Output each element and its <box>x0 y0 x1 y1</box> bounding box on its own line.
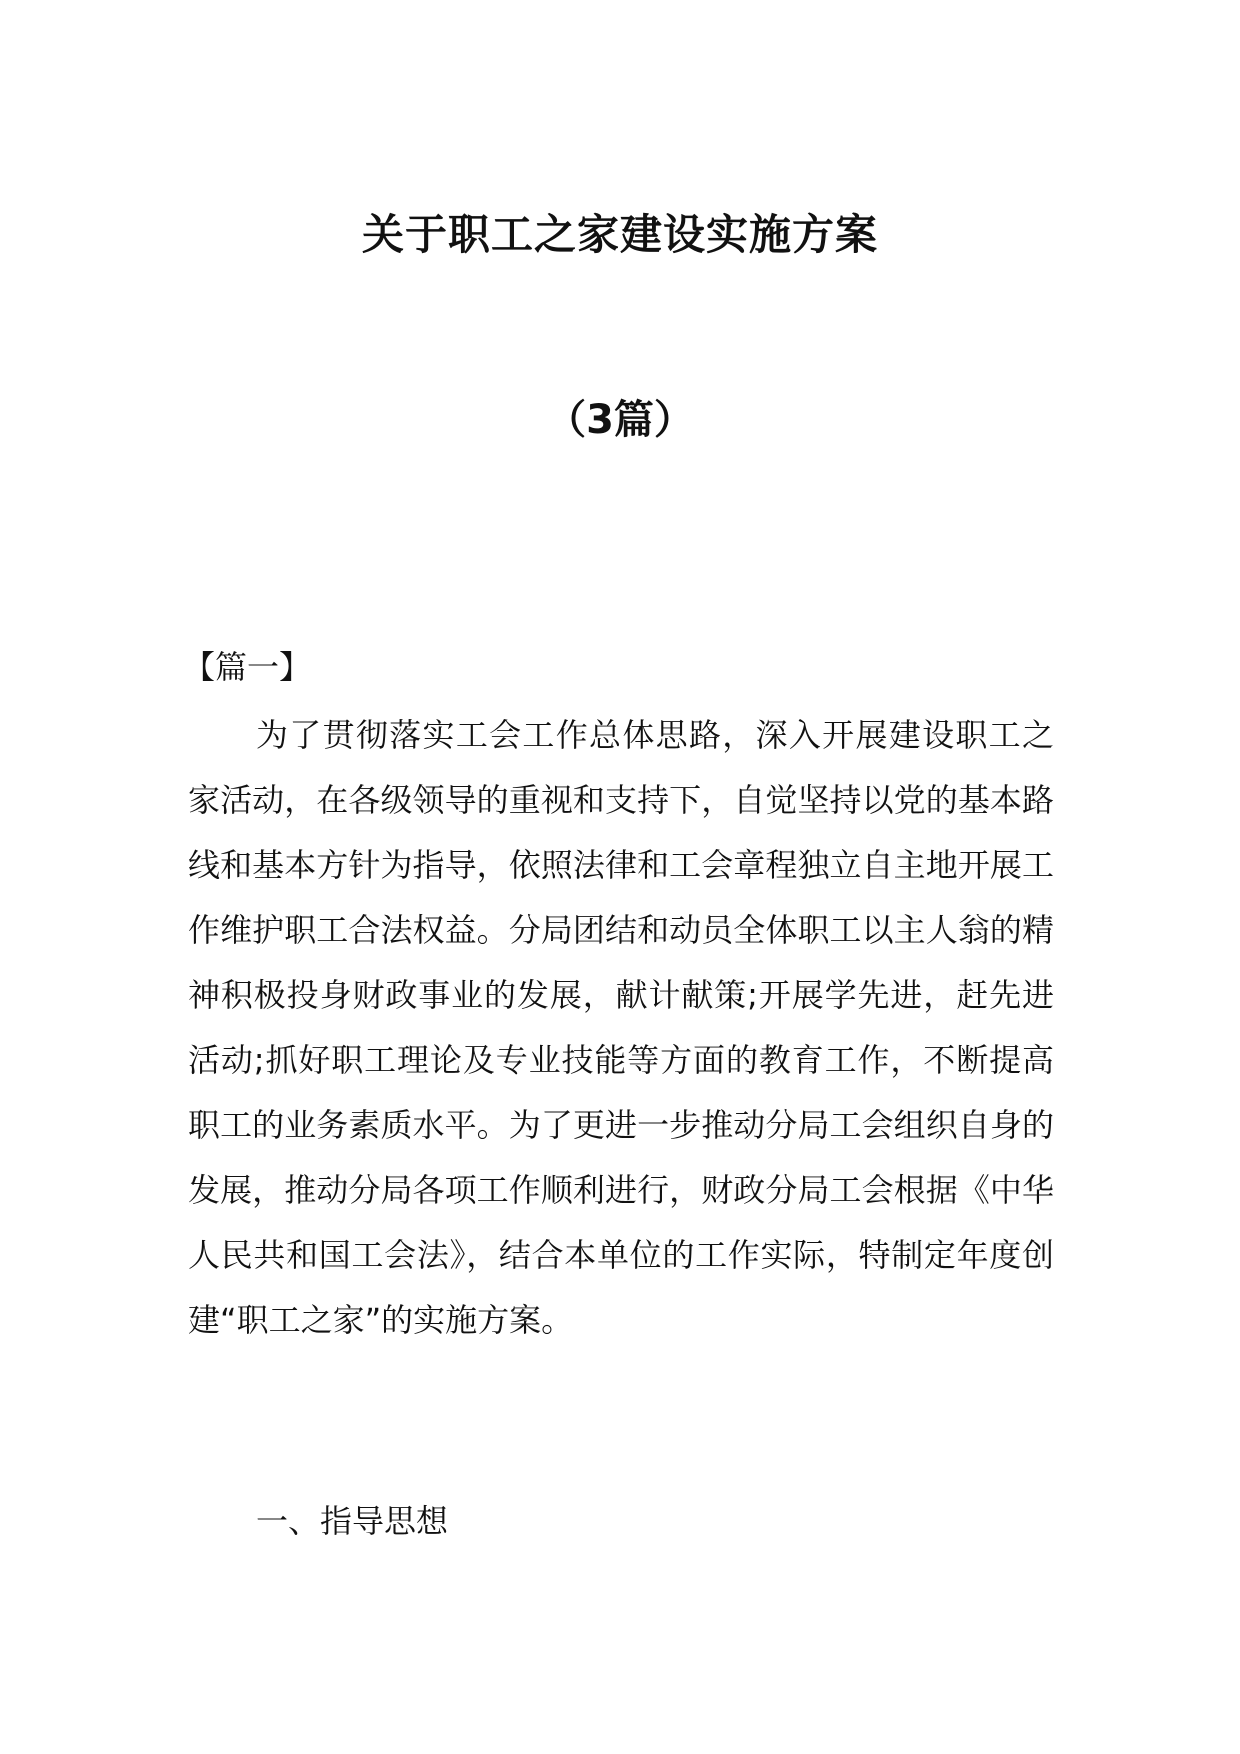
body-paragraph: 为了贯彻落实工会工作总体思路，深入开展建设职工之家活动，在各级领导的重视和支持下，自觉坚持以党的基本路线和基本方针为指导，依照法律和工会章程独立自主地开展工作维护职工合法权益。分局团结和动员全体职工以主人翁的精神积极投身财政事业的发展，献计献策;开展学先进，赶先进活动;抓好职工理论及专业技能等方面的教育工作，不断提高职工的业务素质水平。为了更进一步推动分局工会组织自身的发展，推动分局各项工作顺利进行，财政分局工会根据《中华人民共和国工会法》，结合本单位的工作实际，特制定年度创建“职工之家”的实施方案。 <box>188 716 1054 1339</box>
section-label: 【篇一】 <box>183 648 312 686</box>
section-heading: 一、指导思想 <box>256 1502 449 1540</box>
document-title: 关于职工之家建设实施方案 <box>361 210 878 259</box>
document-subtitle: （3篇） <box>546 397 694 443</box>
